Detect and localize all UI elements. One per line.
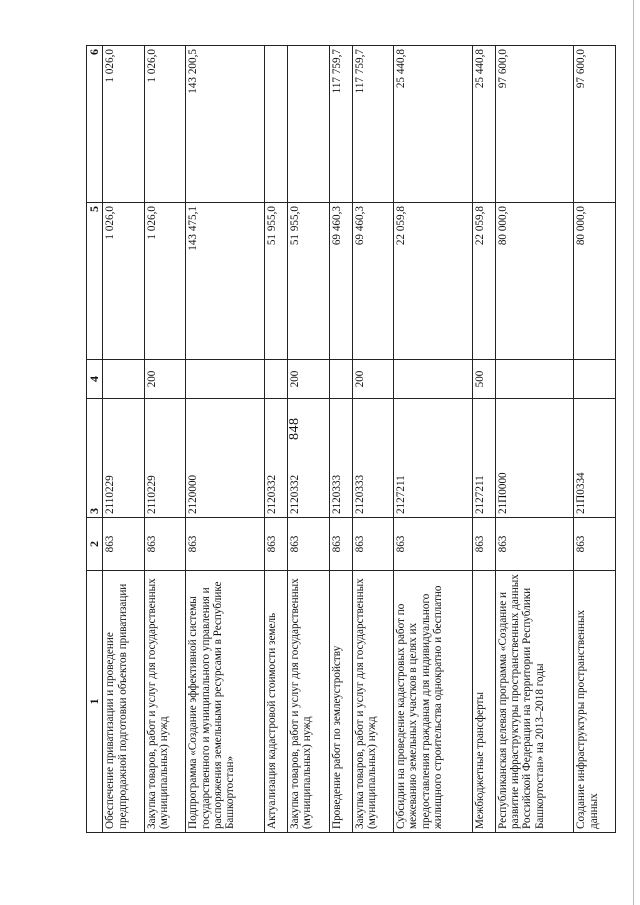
row-name: Закупка товаров, работ и услуг для государственных (муниципальных) нужд bbox=[144, 571, 186, 833]
row-name: Субсидии на проведение кадастровых работ по межеванию земельных участков в целях их предоставления гражданам для индивидуального жилищного строительства однократно и бесплатно bbox=[394, 571, 473, 833]
row-value-5: 1 026,0 bbox=[144, 203, 186, 360]
row-code-4 bbox=[495, 360, 574, 399]
row-value-6: 25 440,8 bbox=[472, 46, 495, 203]
row-name: Обеспечение приватизации и проведение предпродажной подготовки объектов приватизации bbox=[103, 571, 145, 833]
row-code-4 bbox=[394, 360, 473, 399]
row-code-4 bbox=[103, 360, 145, 399]
row-code-2: 863 bbox=[352, 518, 394, 571]
table-row bbox=[186, 46, 265, 833]
row-value-6: 25 440,8 bbox=[394, 46, 473, 203]
row-code-3: 2110229 bbox=[144, 399, 186, 518]
row-code-4: 200 bbox=[144, 360, 186, 399]
row-value-6 bbox=[264, 46, 287, 203]
row-code-2: 863 bbox=[495, 518, 574, 571]
row-value-6: 97 600,0 bbox=[495, 46, 574, 203]
row-value-5: 22 059,8 bbox=[472, 203, 495, 360]
row-value-5: 69 460,3 bbox=[329, 203, 352, 360]
row-name: Актуализация кадастровой стоимости земель bbox=[264, 571, 287, 833]
table-row bbox=[472, 46, 495, 833]
row-code-4 bbox=[574, 360, 616, 399]
row-value-5: 80 000,0 bbox=[495, 203, 574, 360]
table-row bbox=[103, 46, 145, 833]
row-code-2: 863 bbox=[264, 518, 287, 571]
scan-edge-line bbox=[633, 0, 634, 905]
row-value-6: 143 200,5 bbox=[186, 46, 265, 203]
row-code-3: 21П0334 bbox=[574, 399, 616, 518]
row-code-2: 863 bbox=[186, 518, 265, 571]
row-code-3: 2120333 bbox=[352, 399, 394, 518]
row-code-2: 863 bbox=[144, 518, 186, 571]
row-code-4: 500 bbox=[472, 360, 495, 399]
row-code-3: 2120000 bbox=[186, 399, 265, 518]
row-value-5: 1 026,0 bbox=[103, 203, 145, 360]
row-name: Закупка товаров, работ и услуг для государственных (муниципальных) нужд bbox=[287, 571, 329, 833]
table-row bbox=[495, 46, 574, 833]
row-code-3: 21П0000 bbox=[495, 399, 574, 518]
row-value-5: 51 955,0 bbox=[287, 203, 329, 360]
row-name: Межбюджетные трансферты bbox=[472, 571, 495, 833]
row-code-4: 200 bbox=[287, 360, 329, 399]
row-code-4: 200 bbox=[352, 360, 394, 399]
row-code-4 bbox=[186, 360, 265, 399]
row-name: Подпрограмма «Создание эффективной системы государственного и муниципального управления и распоряжения земельными ресурсами в Республике Башкортостан» bbox=[186, 571, 265, 833]
row-code-2: 863 bbox=[287, 518, 329, 571]
header-col-4: 4 bbox=[87, 360, 103, 399]
row-value-6 bbox=[287, 46, 329, 203]
row-code-2: 863 bbox=[394, 518, 473, 571]
row-value-6: 117 759,7 bbox=[352, 46, 394, 203]
row-code-2: 863 bbox=[574, 518, 616, 571]
row-code-3: 2120332 bbox=[264, 399, 287, 518]
table-row bbox=[394, 46, 473, 833]
row-code-3: 2110229 bbox=[103, 399, 145, 518]
row-code-3: 2127211 bbox=[472, 399, 495, 518]
table-row bbox=[329, 46, 352, 833]
row-code-3: 2120332 bbox=[287, 399, 329, 518]
row-value-6: 1 026,0 bbox=[103, 46, 145, 203]
budget-table bbox=[86, 45, 616, 833]
row-code-4 bbox=[264, 360, 287, 399]
header-col-6: 6 bbox=[87, 46, 103, 203]
row-name: Создание инфраструктуры пространственных данных bbox=[574, 571, 616, 833]
header-col-3: 3 bbox=[87, 399, 103, 518]
row-name: Республиканская целевая программа «Создание и развитие инфраструктуры пространственных данных Российской Федерации на территории Республики Башкортостан» на 2013–2018 годы bbox=[495, 571, 574, 833]
header-col-1: 1 bbox=[87, 571, 103, 833]
row-value-5: 51 955,0 bbox=[264, 203, 287, 360]
row-value-6: 117 759,7 bbox=[329, 46, 352, 203]
row-code-3: 2127211 bbox=[394, 399, 473, 518]
row-value-5: 80 000,0 bbox=[574, 203, 616, 360]
page-number: 848 bbox=[287, 417, 302, 440]
table-row bbox=[264, 46, 287, 833]
budget-table-rotated bbox=[86, 49, 616, 833]
row-value-5: 69 460,3 bbox=[352, 203, 394, 360]
header-row bbox=[87, 46, 103, 833]
row-value-5: 143 475,1 bbox=[186, 203, 265, 360]
row-name: Закупка товаров, работ и услуг для государственных (муниципальных) нужд bbox=[352, 571, 394, 833]
row-code-3: 2120333 bbox=[329, 399, 352, 518]
header-col-2: 2 bbox=[87, 518, 103, 571]
row-value-6: 97 600,0 bbox=[574, 46, 616, 203]
row-code-2: 863 bbox=[472, 518, 495, 571]
table-row bbox=[287, 46, 329, 833]
header-col-5: 5 bbox=[87, 203, 103, 360]
row-code-2: 863 bbox=[103, 518, 145, 571]
row-code-4 bbox=[329, 360, 352, 399]
table-row bbox=[352, 46, 394, 833]
row-code-2: 863 bbox=[329, 518, 352, 571]
table-row bbox=[144, 46, 186, 833]
row-name: Проведение работ по землеустройству bbox=[329, 571, 352, 833]
row-value-6: 1 026,0 bbox=[144, 46, 186, 203]
row-value-5: 22 059,8 bbox=[394, 203, 473, 360]
table-row bbox=[574, 46, 616, 833]
